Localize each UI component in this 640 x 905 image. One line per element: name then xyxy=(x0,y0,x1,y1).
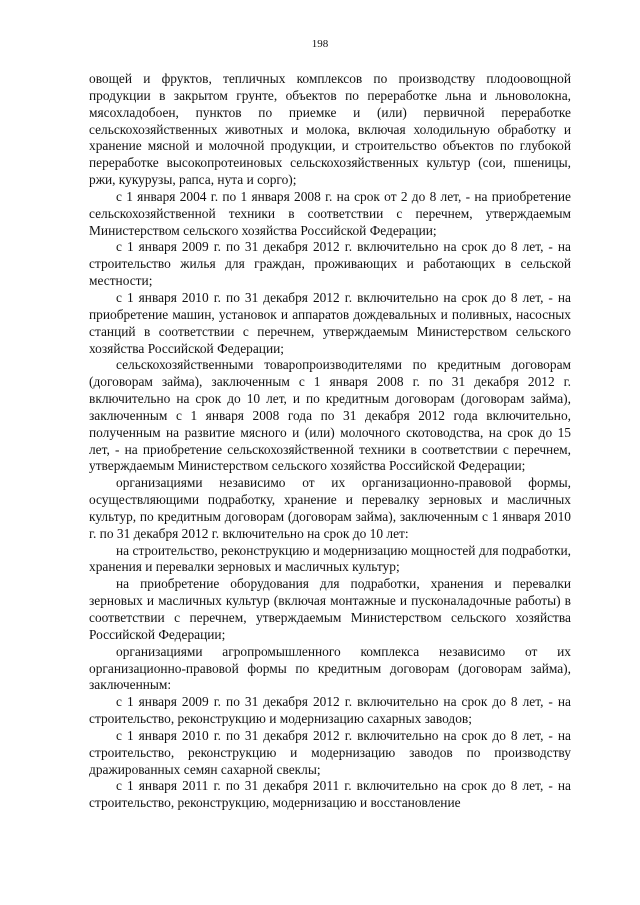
paragraph: с 1 января 2004 г. по 1 января 2008 г. на срок от 2 до 8 лет, - на приобретение сельскохозяйственной техники в соответствии с перечнем, утверждаемым Министерством сельского хозяйства Российской Федерации; xyxy=(89,188,571,238)
body-text xyxy=(89,71,571,812)
paragraph: на приобретение оборудования для подработки, хранения и перевалки зерновых и масличных культур (включая монтажные и пусконаладочные работы) в соответствии с перечнем, утверждаемым Министерством сельского хозяйства Российской Федерации; xyxy=(89,576,571,642)
paragraph: организациями агропромышленного комплекса независимо от их организационно-правовой формы по кредитным договорам (договорам займа), заключенным: xyxy=(89,643,571,693)
paragraph: с 1 января 2009 г. по 31 декабря 2012 г. включительно на срок до 8 лет, - на строительство, реконструкцию и модернизацию сахарных заводов; xyxy=(89,694,571,727)
paragraph: с 1 января 2010 г. по 31 декабря 2012 г. включительно на срок до 8 лет, - на строительство, реконструкцию и модернизацию заводов по производству дражированных семян сахарной свеклы; xyxy=(89,727,571,777)
page-number: 198 xyxy=(311,38,329,50)
paragraph: овощей и фруктов, тепличных комплексов по производству плодоовощной продукции в закрытом грунте, объектов по переработке льна и льноволокна, мясохладобоен, пунктов по приемке и (или) первичной переработке сельскохозяйственных животных и молока, включая холодильную обработку и хранение мясной и молочной продукции, и строительство объектов по глубокой переработке высокопротеиновых сельскохозяйственных культур (сои, пшеницы, ржи, кукурузы, рапса, нута и сорго); xyxy=(89,71,571,188)
paragraph: с 1 января 2009 г. по 31 декабря 2012 г. включительно на срок до 8 лет, - на строительство жилья для граждан, проживающих и работающих в сельской местности; xyxy=(89,239,571,289)
paragraph: на строительство, реконструкцию и модернизацию мощностей для подработки, хранения и перевалки зерновых и масличных культур; xyxy=(89,542,571,575)
paragraph: организациями независимо от их организационно-правовой формы, осуществляющими подработку, хранение и перевалку зерновых и масличных культур, по кредитным договорам (договорам займа), заключенным с 1 января 2010 г. по 31 декабря 2012 г. включительно на срок до 10 лет: xyxy=(89,475,571,541)
paragraph: с 1 января 2011 г. по 31 декабря 2011 г. включительно на срок до 8 лет, - на строительство, реконструкцию, модернизацию и восстановление xyxy=(89,778,571,811)
paragraph: сельскохозяйственными товаропроизводителями по кредитным договорам (договорам займа), заключенным с 1 января 2008 г. по 31 декабря 2012 г. включительно на срок до 10 лет, и по кредитным договорам (договорам займа), заключенным с 1 января 2008 года по 31 декабря 2012 года включительно, полученным на развитие мясного и (или) молочного скотоводства, на срок до 15 лет, - на приобретение сельскохозяйственной техники в соответствии с перечнем, утверждаемым Министерством сельского хозяйства Российской Федерации; xyxy=(89,357,571,474)
paragraph: с 1 января 2010 г. по 31 декабря 2012 г. включительно на срок до 8 лет, - на приобретение машин, установок и аппаратов дождевальных и поливных, насосных станций в соответствии с перечнем, утверждаемым Министерством сельского хозяйства Российской Федерации; xyxy=(89,289,571,356)
